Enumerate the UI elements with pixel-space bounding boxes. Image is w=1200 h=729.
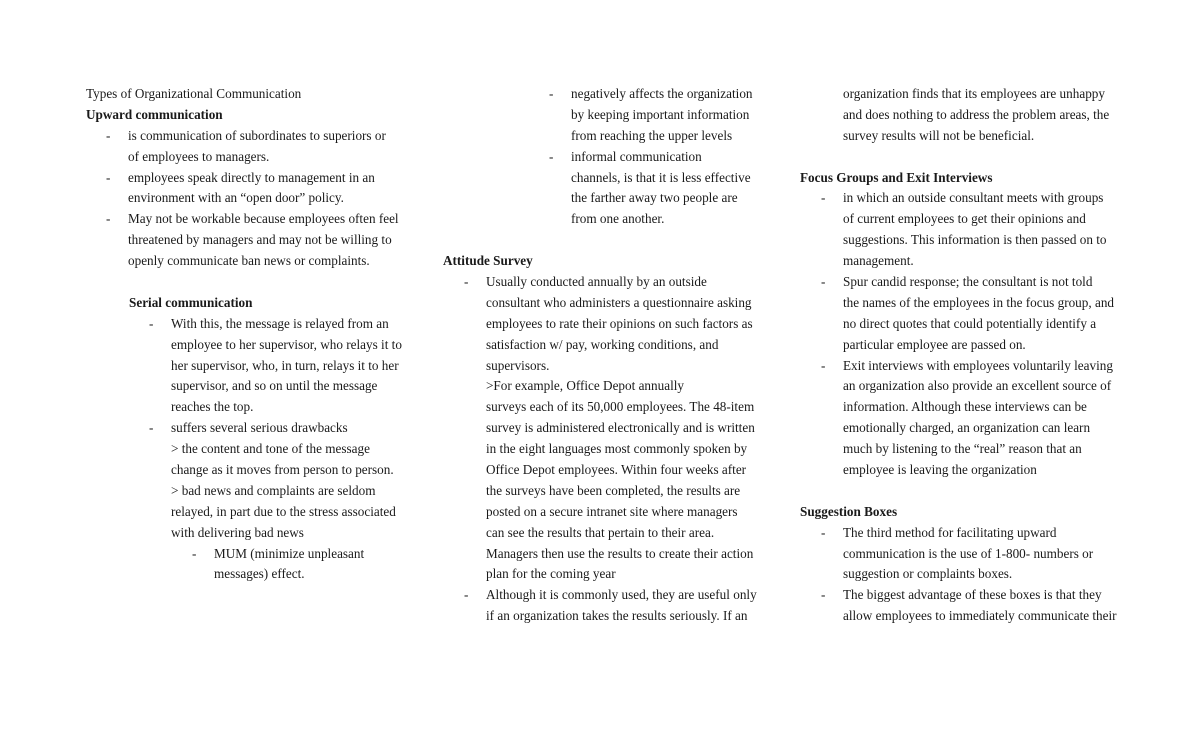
bullet-line-text: communication is the use of 1-800- numbers or	[843, 545, 1094, 561]
bullet-line	[443, 397, 757, 418]
bullet-dash: -	[821, 190, 826, 206]
bullet-line	[443, 481, 757, 502]
bullet-line-text: messages) effect.	[214, 566, 305, 582]
bullet-line	[443, 356, 757, 377]
bullet-line	[443, 460, 757, 481]
bullet-line	[443, 147, 757, 168]
paragraph-line-text: organization finds that its employees are unhappy	[843, 86, 1105, 101]
bullet-dash: -	[821, 524, 826, 540]
bullet-line	[800, 460, 1117, 481]
bullet-dash: -	[106, 169, 111, 185]
bullet-line-text: if an organization takes the results seriously. If an	[486, 608, 748, 624]
bullet-dash: -	[106, 211, 111, 227]
bullet-line-text: particular employee are passed on.	[843, 336, 1026, 352]
bullet-line	[443, 105, 757, 126]
bullet-dash: -	[149, 420, 154, 436]
bullet-dash: -	[549, 86, 554, 101]
bullet-line-text: the surveys have been completed, the results are	[486, 482, 741, 498]
bullet-line	[443, 293, 757, 314]
bullet-line-text: Spur candid response; the consultant is not told	[843, 274, 1093, 290]
bullet-line	[800, 439, 1117, 460]
bullet-line	[443, 84, 757, 105]
bullet-line	[86, 481, 402, 502]
bullet-line-text: emotionally charged, an organization can learn	[843, 420, 1091, 436]
bullet-line-text: channels, is that it is less effective	[571, 169, 751, 185]
bullet-line	[800, 585, 1117, 606]
bullet-line	[86, 502, 402, 523]
bullet-line	[86, 147, 402, 168]
bullet-line-text: The biggest advantage of these boxes is that they	[843, 587, 1102, 603]
bullet-line-text: survey is administered electronically and is written	[486, 420, 755, 436]
bullet-line-text: consultant who administers a questionnaire asking	[486, 294, 752, 310]
bullet-dash: -	[149, 315, 154, 331]
bullet-line	[443, 606, 757, 627]
bullet-line-text: With this, the message is relayed from an	[171, 315, 389, 331]
bullet-line-text: negatively affects the organization	[571, 86, 753, 101]
bullet-line	[800, 544, 1117, 565]
section-heading-attitude	[443, 251, 757, 272]
bullet-line	[86, 544, 402, 565]
bullet-line	[86, 168, 402, 189]
bullet-line	[443, 585, 757, 606]
bullet-line-text: employee is leaving the organization	[843, 462, 1037, 478]
bullet-line	[443, 502, 757, 523]
column-3	[800, 84, 1117, 627]
column-1	[86, 84, 402, 585]
bullet-line-text: of employees to managers.	[128, 148, 270, 164]
bullet-line-text: the names of the employees in the focus group, and	[843, 294, 1115, 310]
bullet-line	[86, 230, 402, 251]
bullet-line	[86, 356, 402, 377]
spacer	[800, 481, 1117, 502]
bullet-dash: -	[106, 127, 111, 143]
paragraph-line	[800, 105, 1117, 126]
bullet-line-text: environment with an “open door” policy.	[128, 190, 344, 206]
bullet-line	[443, 272, 757, 293]
bullet-line-text: Managers then use the results to create their action	[486, 545, 754, 561]
bullet-line	[800, 230, 1117, 251]
bullet-line	[443, 523, 757, 544]
bullet-line	[86, 439, 402, 460]
bullet-line	[443, 209, 757, 230]
bullet-line-text: >For example, Office Depot annually	[486, 378, 684, 394]
bullet-line-text: employees to rate their opinions on such factors as	[486, 315, 753, 331]
bullet-line	[443, 188, 757, 209]
bullet-dash: -	[464, 274, 469, 290]
bullet-line	[86, 209, 402, 230]
bullet-line-text: employees speak directly to management in an	[128, 169, 375, 185]
section-heading-focus	[800, 168, 1117, 189]
bullet-line	[443, 168, 757, 189]
paragraph-line	[800, 126, 1117, 147]
bullet-line	[86, 188, 402, 209]
bullet-line-text: information. Although these interviews can be	[843, 399, 1087, 415]
bullet-line	[800, 272, 1117, 293]
bullet-line-text: suggestions. This information is then passed on to	[843, 232, 1107, 248]
bullet-line-text: the farther away two people are	[571, 190, 738, 206]
bullet-line-text: supervisor, and so on until the message	[171, 378, 378, 394]
subheading-serial-text: Serial communication	[129, 294, 253, 310]
section-heading-suggestion	[800, 502, 1117, 523]
bullet-line	[443, 564, 757, 585]
bullet-line-text: supervisors.	[486, 357, 550, 373]
bullet-line	[86, 564, 402, 585]
bullet-dash: -	[192, 545, 197, 561]
bullet-line-text: change as it moves from person to person.	[171, 462, 394, 478]
bullet-line-text: in the eight languages most commonly spoken by	[486, 441, 748, 457]
bullet-line	[443, 376, 757, 397]
bullet-line-text: openly communicate ban news or complaints.	[128, 253, 370, 269]
page-title-text: Types of Organizational Communication	[86, 86, 302, 101]
bullet-line-text: surveys each of its 50,000 employees. The 48-item	[486, 399, 755, 415]
bullet-line-text: allow employees to immediately communicate their	[843, 608, 1117, 624]
bullet-line-text: MUM (minimize unpleasant	[214, 545, 365, 561]
bullet-line-text: The third method for facilitating upward	[843, 524, 1057, 540]
bullet-line-text: management.	[843, 253, 914, 269]
bullet-line	[443, 335, 757, 356]
bullet-line	[800, 564, 1117, 585]
paragraph-line	[800, 84, 1117, 105]
bullet-line-text: no direct quotes that could potentially identify a	[843, 315, 1097, 331]
bullet-line	[443, 314, 757, 335]
paragraph-line-text: and does nothing to address the problem areas, the	[843, 106, 1110, 122]
page-title	[86, 84, 402, 105]
bullet-line	[443, 126, 757, 147]
bullet-line	[800, 251, 1117, 272]
bullet-line-text: reaches the top.	[171, 399, 254, 415]
bullet-line-text: Although it is commonly used, they are useful only	[486, 587, 757, 603]
bullet-line	[800, 209, 1117, 230]
bullet-line	[800, 335, 1117, 356]
bullet-line-text: employee to her supervisor, who relays it to	[171, 336, 402, 352]
bullet-line-text: from reaching the upper levels	[571, 127, 733, 143]
bullet-line	[800, 314, 1117, 335]
bullet-line	[800, 397, 1117, 418]
bullet-line-text: Usually conducted annually by an outside	[486, 274, 707, 290]
bullet-line-text: much by listening to the “real” reason that an	[843, 441, 1082, 457]
bullet-line-text: an organization also provide an excellent source of	[843, 378, 1112, 394]
spacer	[443, 230, 757, 251]
bullet-line-text: relayed, in part due to the stress associated	[171, 503, 396, 519]
bullet-line-text: Exit interviews with employees voluntarily leaving	[843, 357, 1113, 373]
bullet-line	[800, 356, 1117, 377]
subheading-serial	[86, 293, 402, 314]
bullet-line	[800, 376, 1117, 397]
bullet-dash: -	[549, 148, 554, 164]
bullet-line	[86, 314, 402, 335]
bullet-line-text: threatened by managers and may not be willing to	[128, 232, 392, 248]
bullet-line	[86, 523, 402, 544]
bullet-line-text: May not be workable because employees often feel	[128, 211, 399, 227]
bullet-dash: -	[821, 357, 826, 373]
bullet-line-text: posted on a secure intranet site where managers	[486, 503, 738, 519]
bullet-line	[800, 293, 1117, 314]
bullet-line	[86, 126, 402, 147]
bullet-dash: -	[821, 274, 826, 290]
section-heading-focus-text: Focus Groups and Exit Interviews	[800, 169, 993, 185]
bullet-line	[443, 544, 757, 565]
section-heading-attitude-text: Attitude Survey	[443, 253, 533, 269]
bullet-line-text: can see the results that pertain to their area.	[486, 524, 715, 540]
bullet-line-text: suffers several serious drawbacks	[171, 420, 348, 436]
bullet-line	[443, 418, 757, 439]
section-heading-upward-text: Upward communication	[86, 106, 223, 122]
bullet-line	[800, 418, 1117, 439]
section-heading-upward	[86, 105, 402, 126]
bullet-line-text: from one another.	[571, 211, 665, 227]
bullet-line-text: > the content and tone of the message	[171, 441, 370, 457]
section-heading-suggestion-text: Suggestion Boxes	[800, 503, 898, 519]
bullet-line-text: plan for the coming year	[486, 566, 616, 582]
spacer	[800, 147, 1117, 168]
paragraph-line-text: survey results will not be beneficial.	[843, 127, 1035, 143]
bullet-line-text: informal communication	[571, 148, 702, 164]
bullet-line-text: Office Depot employees. Within four weeks after	[486, 462, 747, 478]
bullet-line-text: is communication of subordinates to superiors or	[128, 127, 386, 143]
bullet-line-text: by keeping important information	[571, 106, 750, 122]
bullet-line	[443, 439, 757, 460]
bullet-line-text: suggestion or complaints boxes.	[843, 566, 1013, 582]
bullet-line-text: in which an outside consultant meets with groups	[843, 190, 1104, 206]
bullet-line-text: satisfaction w/ pay, working conditions, and	[486, 336, 719, 352]
bullet-line	[86, 418, 402, 439]
bullet-line	[86, 460, 402, 481]
bullet-dash: -	[464, 587, 469, 603]
column-2	[443, 84, 757, 627]
bullet-dash: -	[821, 587, 826, 603]
bullet-line	[800, 606, 1117, 627]
bullet-line-text: her supervisor, who, in turn, relays it to her	[171, 357, 399, 373]
bullet-line-text: of current employees to get their opinions and	[843, 211, 1086, 227]
bullet-line	[800, 188, 1117, 209]
bullet-line	[86, 335, 402, 356]
bullet-line-text: with delivering bad news	[171, 524, 304, 540]
bullet-line-text: > bad news and complaints are seldom	[171, 482, 376, 498]
bullet-line	[86, 251, 402, 272]
bullet-line	[86, 376, 402, 397]
spacer	[86, 272, 402, 293]
bullet-line	[86, 397, 402, 418]
bullet-line	[800, 523, 1117, 544]
